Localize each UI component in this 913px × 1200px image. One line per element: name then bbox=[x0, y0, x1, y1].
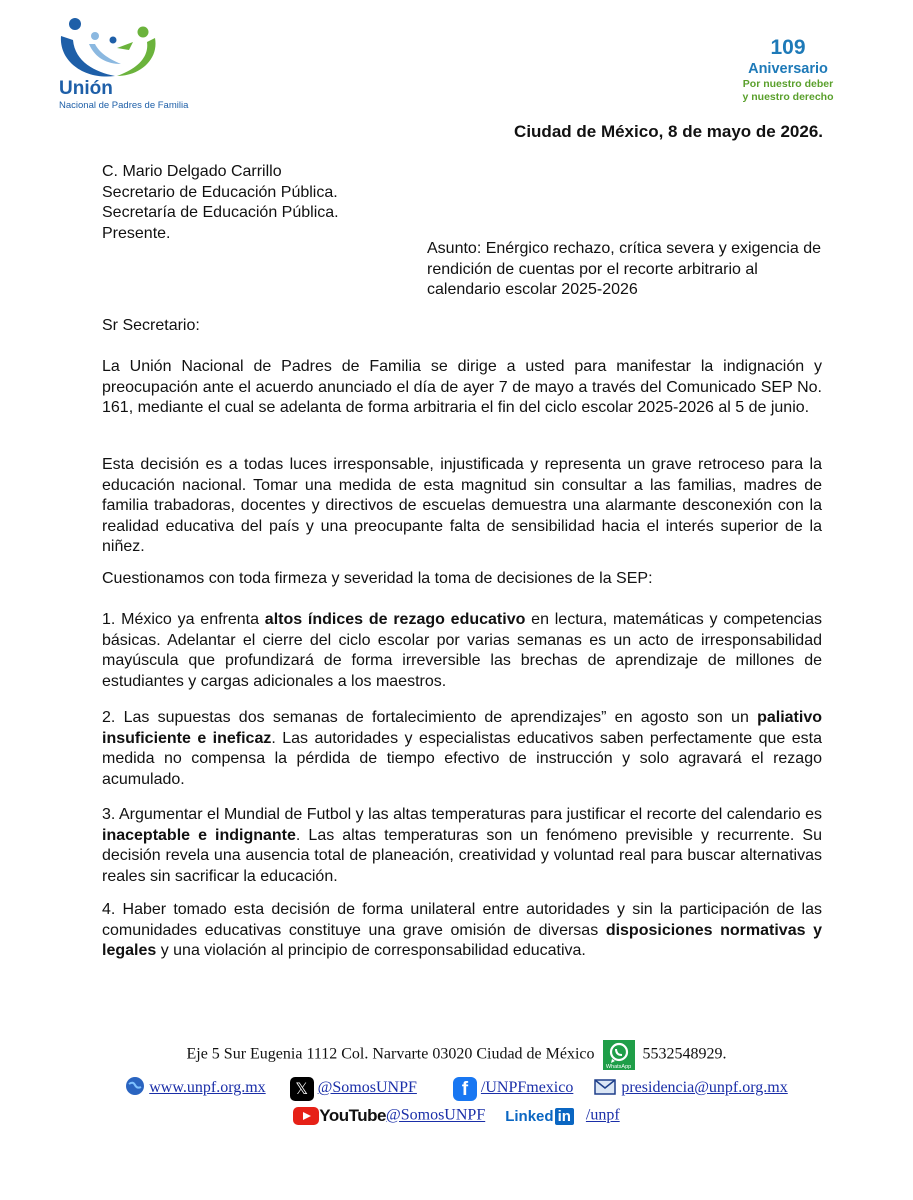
logo-name: Unión bbox=[59, 78, 113, 99]
x-icon: 𝕏 bbox=[290, 1077, 314, 1101]
anniversary-tagline-1: Por nuestro deber bbox=[742, 78, 834, 90]
item-text: en lectura, matemáticas y competencias básicas. Adelantar el cierre del ciclo escolar por varias semanas es un acto de irresponsabilidad mayúscula que profundizará de forma irreversible las brechas de aprendizaje de millones de estudiantes y cargas adicionales a los maestros. bbox=[102, 611, 823, 690]
item-text: y una violación al principio de corresponsabilidad educativa. bbox=[156, 942, 586, 959]
anniversary-number: 109 bbox=[770, 36, 806, 59]
item-emphasis: paliativo insuficiente e ineficaz bbox=[102, 709, 822, 747]
paragraph-1: La Unión Nacional de Padres de Familia se dirige a usted para manifestar la indignación y preocupación ante el acuerdo anunciado el día de ayer 7 de mayo a través del Comunicado SEP No. 161, mediante el cual se adelanta de forma arbitraria el fin del ciclo escolar 2025-2026 al 5 de junio. bbox=[102, 358, 822, 416]
youtube-icon bbox=[293, 1107, 319, 1125]
item-text: 2. Las supuestas dos semanas de fortalecimiento de aprendizajes” en agosto son un bbox=[102, 709, 758, 726]
letter-subject: Asunto: Enérgico rechazo, crítica severa y exigencia de rendición de cuentas por el recorte arbitrario al calendario escolar 2025-2026 bbox=[427, 240, 821, 298]
letter-date: Ciudad de México, 8 de mayo de 2026. bbox=[514, 122, 823, 141]
salutation: Sr Secretario: bbox=[102, 317, 200, 334]
item-emphasis: inaceptable e indignante bbox=[102, 826, 296, 844]
x-handle-link[interactable]: @SomosUNPF bbox=[317, 1079, 417, 1097]
item-emphasis: altos índices de rezago educativo bbox=[264, 611, 526, 628]
list-item-2 bbox=[102, 708, 822, 790]
item-text: 1. México ya enfrenta bbox=[102, 611, 265, 628]
anniversary-logo bbox=[723, 36, 853, 104]
youtube-logo-text: YouTube bbox=[319, 1106, 386, 1125]
item-text: . Las autoridades y especialistas educativos saben perfectamente que esta medida no compensa la pérdida de tiempo efectivo de instrucción y solo agravará el rezago acumulado. bbox=[102, 729, 822, 788]
recipient-line: Secretario de Educación Pública. bbox=[102, 183, 338, 201]
paragraph-2: Esta decisión es a todas luces irresponsable, injustificada y representa un grave retroceso para la educación nacional. Tomar una medida de esta magnitud sin consultar a las familias, madres de familia trabadoras, docentes y directivos de escuelas demuestra una alarmante desconexión con la realidad educativa del país y una preocupante falta de sensibilidad hacia el interés superior de la niñez. bbox=[102, 456, 822, 555]
whatsapp-icon bbox=[603, 1040, 635, 1070]
globe-icon bbox=[125, 1076, 145, 1101]
list-item-1 bbox=[102, 610, 822, 692]
youtube-handle-link[interactable]: @SomosUNPF bbox=[386, 1106, 486, 1124]
linkedin-logo-text: Linked bbox=[505, 1107, 554, 1125]
list-item-3 bbox=[102, 805, 822, 887]
linkedin-in-box: in bbox=[555, 1108, 574, 1125]
footer-address-line bbox=[0, 1040, 913, 1070]
facebook-link[interactable]: /UNPFmexico bbox=[480, 1079, 574, 1097]
linkedin-link[interactable]: /unpf bbox=[585, 1106, 620, 1124]
recipient-line: Secretaría de Educación Pública. bbox=[102, 204, 339, 221]
recipient-line: C. Mario Delgado Carrillo bbox=[102, 163, 282, 180]
item-text: 3. Argumentar el Mundial de Futbol y las altas temperaturas para justificar el recorte del calendario es bbox=[102, 806, 822, 823]
item-text: 4. Haber tomado esta decisión de forma unilateral entre autoridades y sin la participación de las comunidades educativas constituye una grave omisión de diversas bbox=[102, 901, 822, 939]
footer-social-line bbox=[0, 1076, 913, 1101]
website-link[interactable]: www.unpf.org.mx bbox=[149, 1079, 266, 1097]
whatsapp-label: WhatsApp bbox=[605, 1064, 632, 1070]
list-item-4 bbox=[102, 900, 822, 962]
family-logo-icon bbox=[55, 14, 175, 80]
footer-video-line bbox=[0, 1106, 913, 1126]
logo-subtitle: Nacional de Padres de Familia bbox=[59, 100, 189, 111]
footer-address: Eje 5 Sur Eugenia 1112 Col. Narvarte 03020 Ciudad de México bbox=[186, 1045, 595, 1063]
recipient-line: Presente. bbox=[102, 224, 171, 242]
item-emphasis: disposiciones normativas y legales bbox=[102, 921, 822, 959]
facebook-icon: f bbox=[453, 1077, 477, 1101]
unpf-logo bbox=[55, 14, 189, 114]
item-text: . Las altas temperaturas son un fenómeno previsible y recurrente. Su decisión revela una ausencia total de planeación, creatividad y voluntad real para buscar alternativas reales sin sacrificar la educación. bbox=[102, 826, 823, 885]
anniversary-tagline-2: y nuestro derecho bbox=[742, 91, 834, 103]
linkedin-icon bbox=[505, 1108, 574, 1125]
email-link[interactable]: presidencia@unpf.org.mx bbox=[621, 1079, 788, 1097]
footer-phone: 5532548929. bbox=[642, 1045, 727, 1063]
mail-icon bbox=[593, 1076, 617, 1101]
anniversary-word: Aniversario bbox=[748, 61, 828, 77]
recipient-block bbox=[102, 162, 339, 244]
paragraph-3: Cuestionamos con toda firmeza y severidad la toma de decisiones de la SEP: bbox=[102, 570, 653, 587]
